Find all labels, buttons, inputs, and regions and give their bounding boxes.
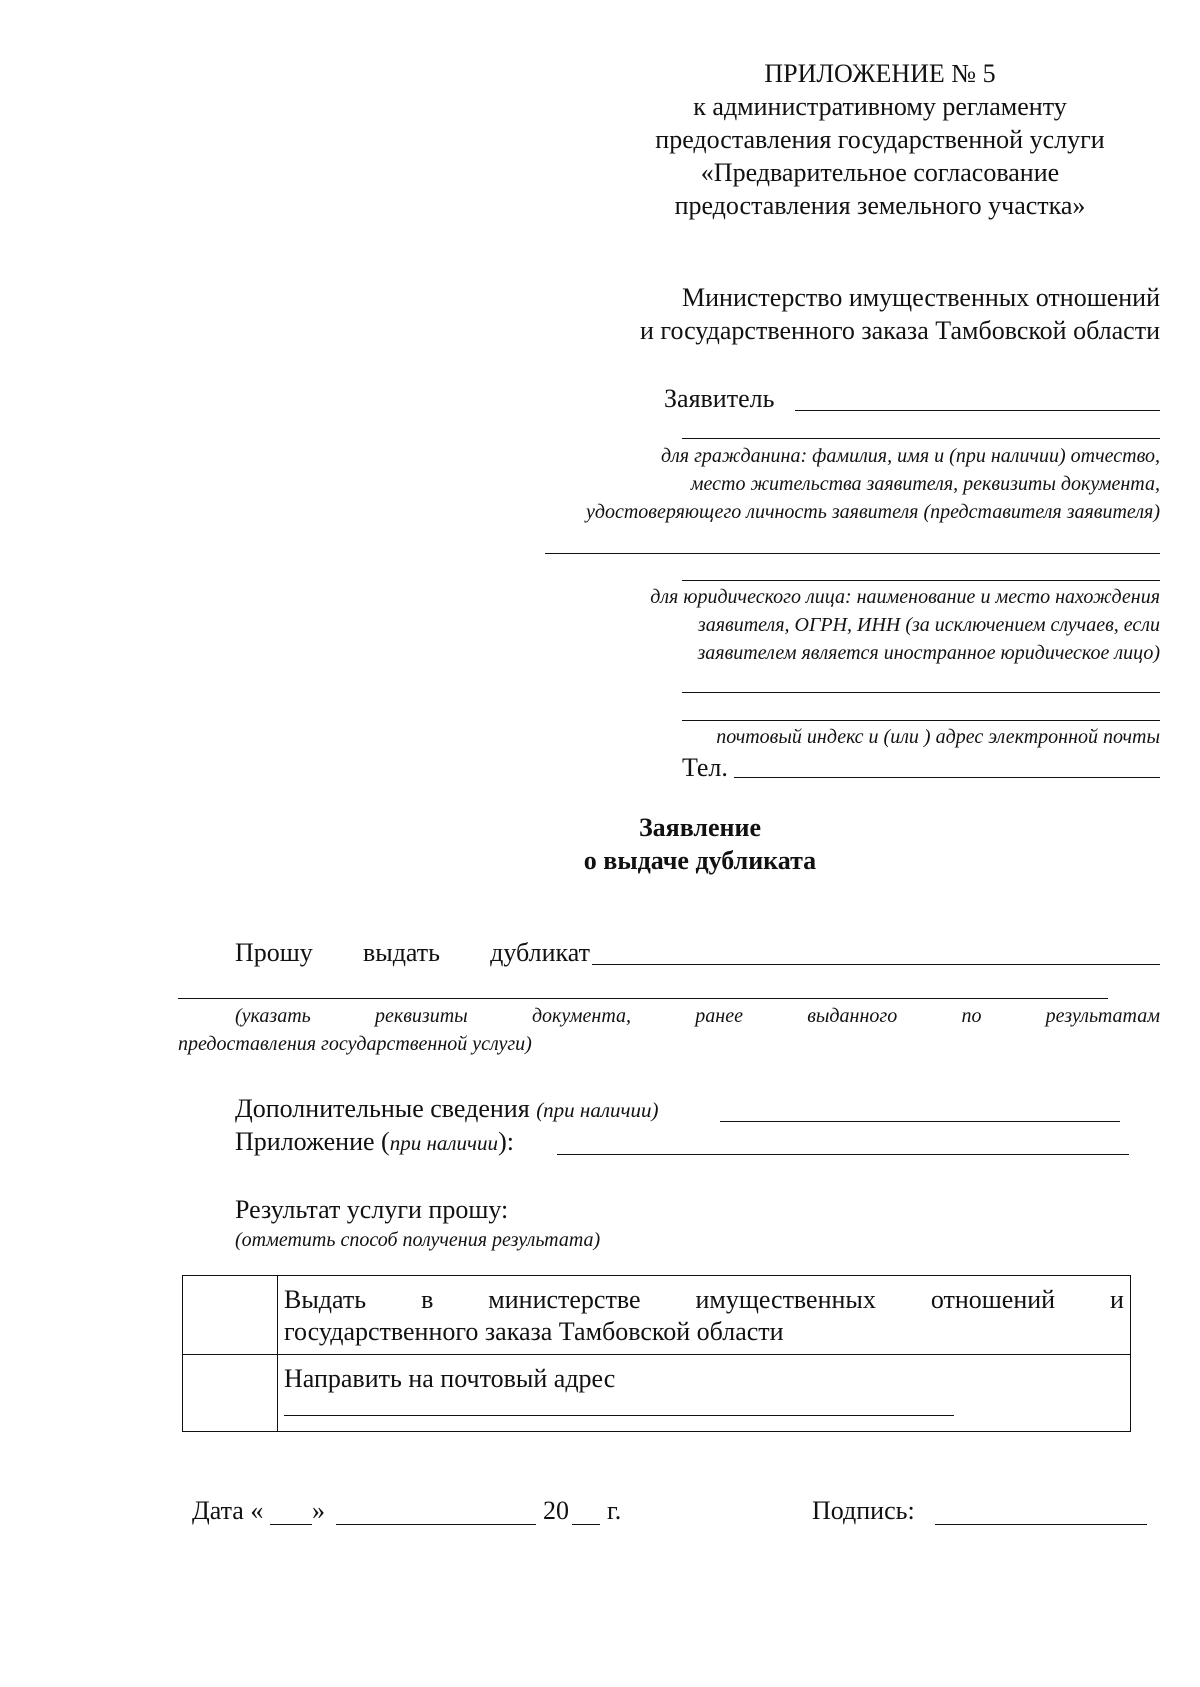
additional-info-label xyxy=(235,1093,659,1125)
applicant-label: Заявитель xyxy=(664,384,775,413)
citizen-field[interactable] xyxy=(545,553,1160,554)
result-hint: (отметить способ получения результата) xyxy=(235,1229,601,1251)
additional-info-note: (при наличии) xyxy=(536,1098,659,1122)
appendix-title: ПРИЛОЖЕНИЕ № 5 xyxy=(764,59,996,88)
legal-hint-2: заявителя, ОГРН, ИНН (за исключением случаев, если xyxy=(697,614,1160,636)
request-hint-word: (указать xyxy=(235,1005,311,1027)
request-text xyxy=(235,937,590,969)
appendix-line-1: к административному регламенту xyxy=(693,92,1067,121)
result-option-row xyxy=(183,1276,1131,1355)
postal-address-field[interactable] xyxy=(284,1403,954,1416)
result-option-1-word: и xyxy=(1110,1285,1124,1314)
signature-label: Подпись: xyxy=(812,1496,915,1525)
result-option-1-word: в xyxy=(421,1285,434,1314)
request-hint-word: ранее xyxy=(695,1005,743,1027)
result-option-1-word: отношений xyxy=(930,1285,1056,1314)
legal-hint-3: заявителем является иностранное юридическое лицо) xyxy=(697,642,1160,664)
signature-field[interactable] xyxy=(935,1524,1147,1525)
request-word-2: выдать xyxy=(362,938,441,967)
request-hint-word: результатам xyxy=(1045,1005,1160,1027)
document-title: Заявление xyxy=(638,813,762,842)
citizen-field-line-2[interactable] xyxy=(682,580,1160,581)
additional-info-text: Дополнительные сведения xyxy=(235,1094,530,1123)
document-subtitle: о выдаче дубликата xyxy=(583,846,817,875)
result-option-2 xyxy=(278,1355,1131,1432)
request-hint-word: по xyxy=(961,1005,982,1027)
appendix-line-3: «Предварительное согласование xyxy=(700,158,1060,187)
additional-info-field[interactable] xyxy=(720,1121,1120,1122)
attachment-text: Приложение ( xyxy=(235,1127,390,1156)
attachment-field[interactable] xyxy=(557,1154,1129,1155)
result-option-1-word: министерстве xyxy=(488,1285,641,1314)
result-option-row xyxy=(183,1355,1131,1432)
year-prefix: 20 xyxy=(543,1496,569,1525)
applicant-field[interactable] xyxy=(795,410,1160,411)
phone-label: Тел. xyxy=(682,753,728,782)
phone-field[interactable] xyxy=(734,777,1160,778)
addressee-line-1: Министерство имущественных отношений xyxy=(682,283,1160,312)
date-quote-close: » xyxy=(312,1496,325,1525)
legal-hint-1: для юридического лица: наименование и место нахождения xyxy=(650,586,1160,608)
request-hint-word: реквизиты xyxy=(374,1005,468,1027)
result-option-1-line-1 xyxy=(284,1284,1124,1316)
request-hint-word: выданного xyxy=(807,1005,898,1027)
attachment-note: при наличии xyxy=(389,1131,499,1155)
addressee-line-2: и государственного заказа Тамбовской области xyxy=(640,316,1160,345)
result-option-1-line-2: государственного заказа Тамбовской области xyxy=(284,1317,784,1346)
result-label: Результат услуги прошу: xyxy=(235,1195,509,1224)
citizen-hint-1: для гражданина: фамилия, имя и (при наличии) отчество, xyxy=(660,445,1160,467)
citizen-hint-2: место жительства заявителя, реквизиты документа, xyxy=(690,473,1160,495)
attachment-label xyxy=(235,1126,514,1158)
appendix-line-2: предоставления государственной услуги xyxy=(655,125,1105,154)
attachment-end: ): xyxy=(498,1127,514,1156)
date-month-field[interactable] xyxy=(336,1524,536,1525)
legal-field[interactable] xyxy=(682,692,1160,693)
legal-field-line-2[interactable] xyxy=(682,720,1160,721)
result-option-1-word: Выдать xyxy=(284,1285,367,1314)
request-hint-line-2: предоставления государственной услуги) xyxy=(178,1033,532,1055)
request-word-1: Прошу xyxy=(235,938,313,967)
postal-hint: почтовый индекс и (или ) адрес электронной почты xyxy=(716,726,1160,748)
request-hint xyxy=(235,1003,1160,1030)
request-hint-word: документа, xyxy=(531,1005,632,1027)
result-option-1 xyxy=(278,1276,1131,1355)
request-word-3: дубликат xyxy=(490,938,590,967)
citizen-hint-3: удостоверяющего личность заявителя (представителя заявителя) xyxy=(586,501,1160,523)
year-suffix: г. xyxy=(607,1496,622,1525)
duplicate-field[interactable] xyxy=(592,964,1160,965)
result-options-table xyxy=(182,1275,1131,1432)
applicant-field-line-2[interactable] xyxy=(682,438,1160,439)
date-prefix: Дата « xyxy=(192,1496,264,1525)
result-option-2-checkbox[interactable] xyxy=(183,1355,278,1432)
result-option-1-word: имущественных xyxy=(695,1285,876,1314)
date-year-field[interactable] xyxy=(572,1524,600,1525)
result-option-2-text: Направить на почтовый адрес xyxy=(284,1364,616,1393)
duplicate-field-line-2[interactable] xyxy=(178,998,1108,999)
result-option-1-checkbox[interactable] xyxy=(183,1276,278,1355)
date-day-field[interactable] xyxy=(270,1524,312,1525)
appendix-line-4: предоставления земельного участка» xyxy=(674,191,1086,220)
